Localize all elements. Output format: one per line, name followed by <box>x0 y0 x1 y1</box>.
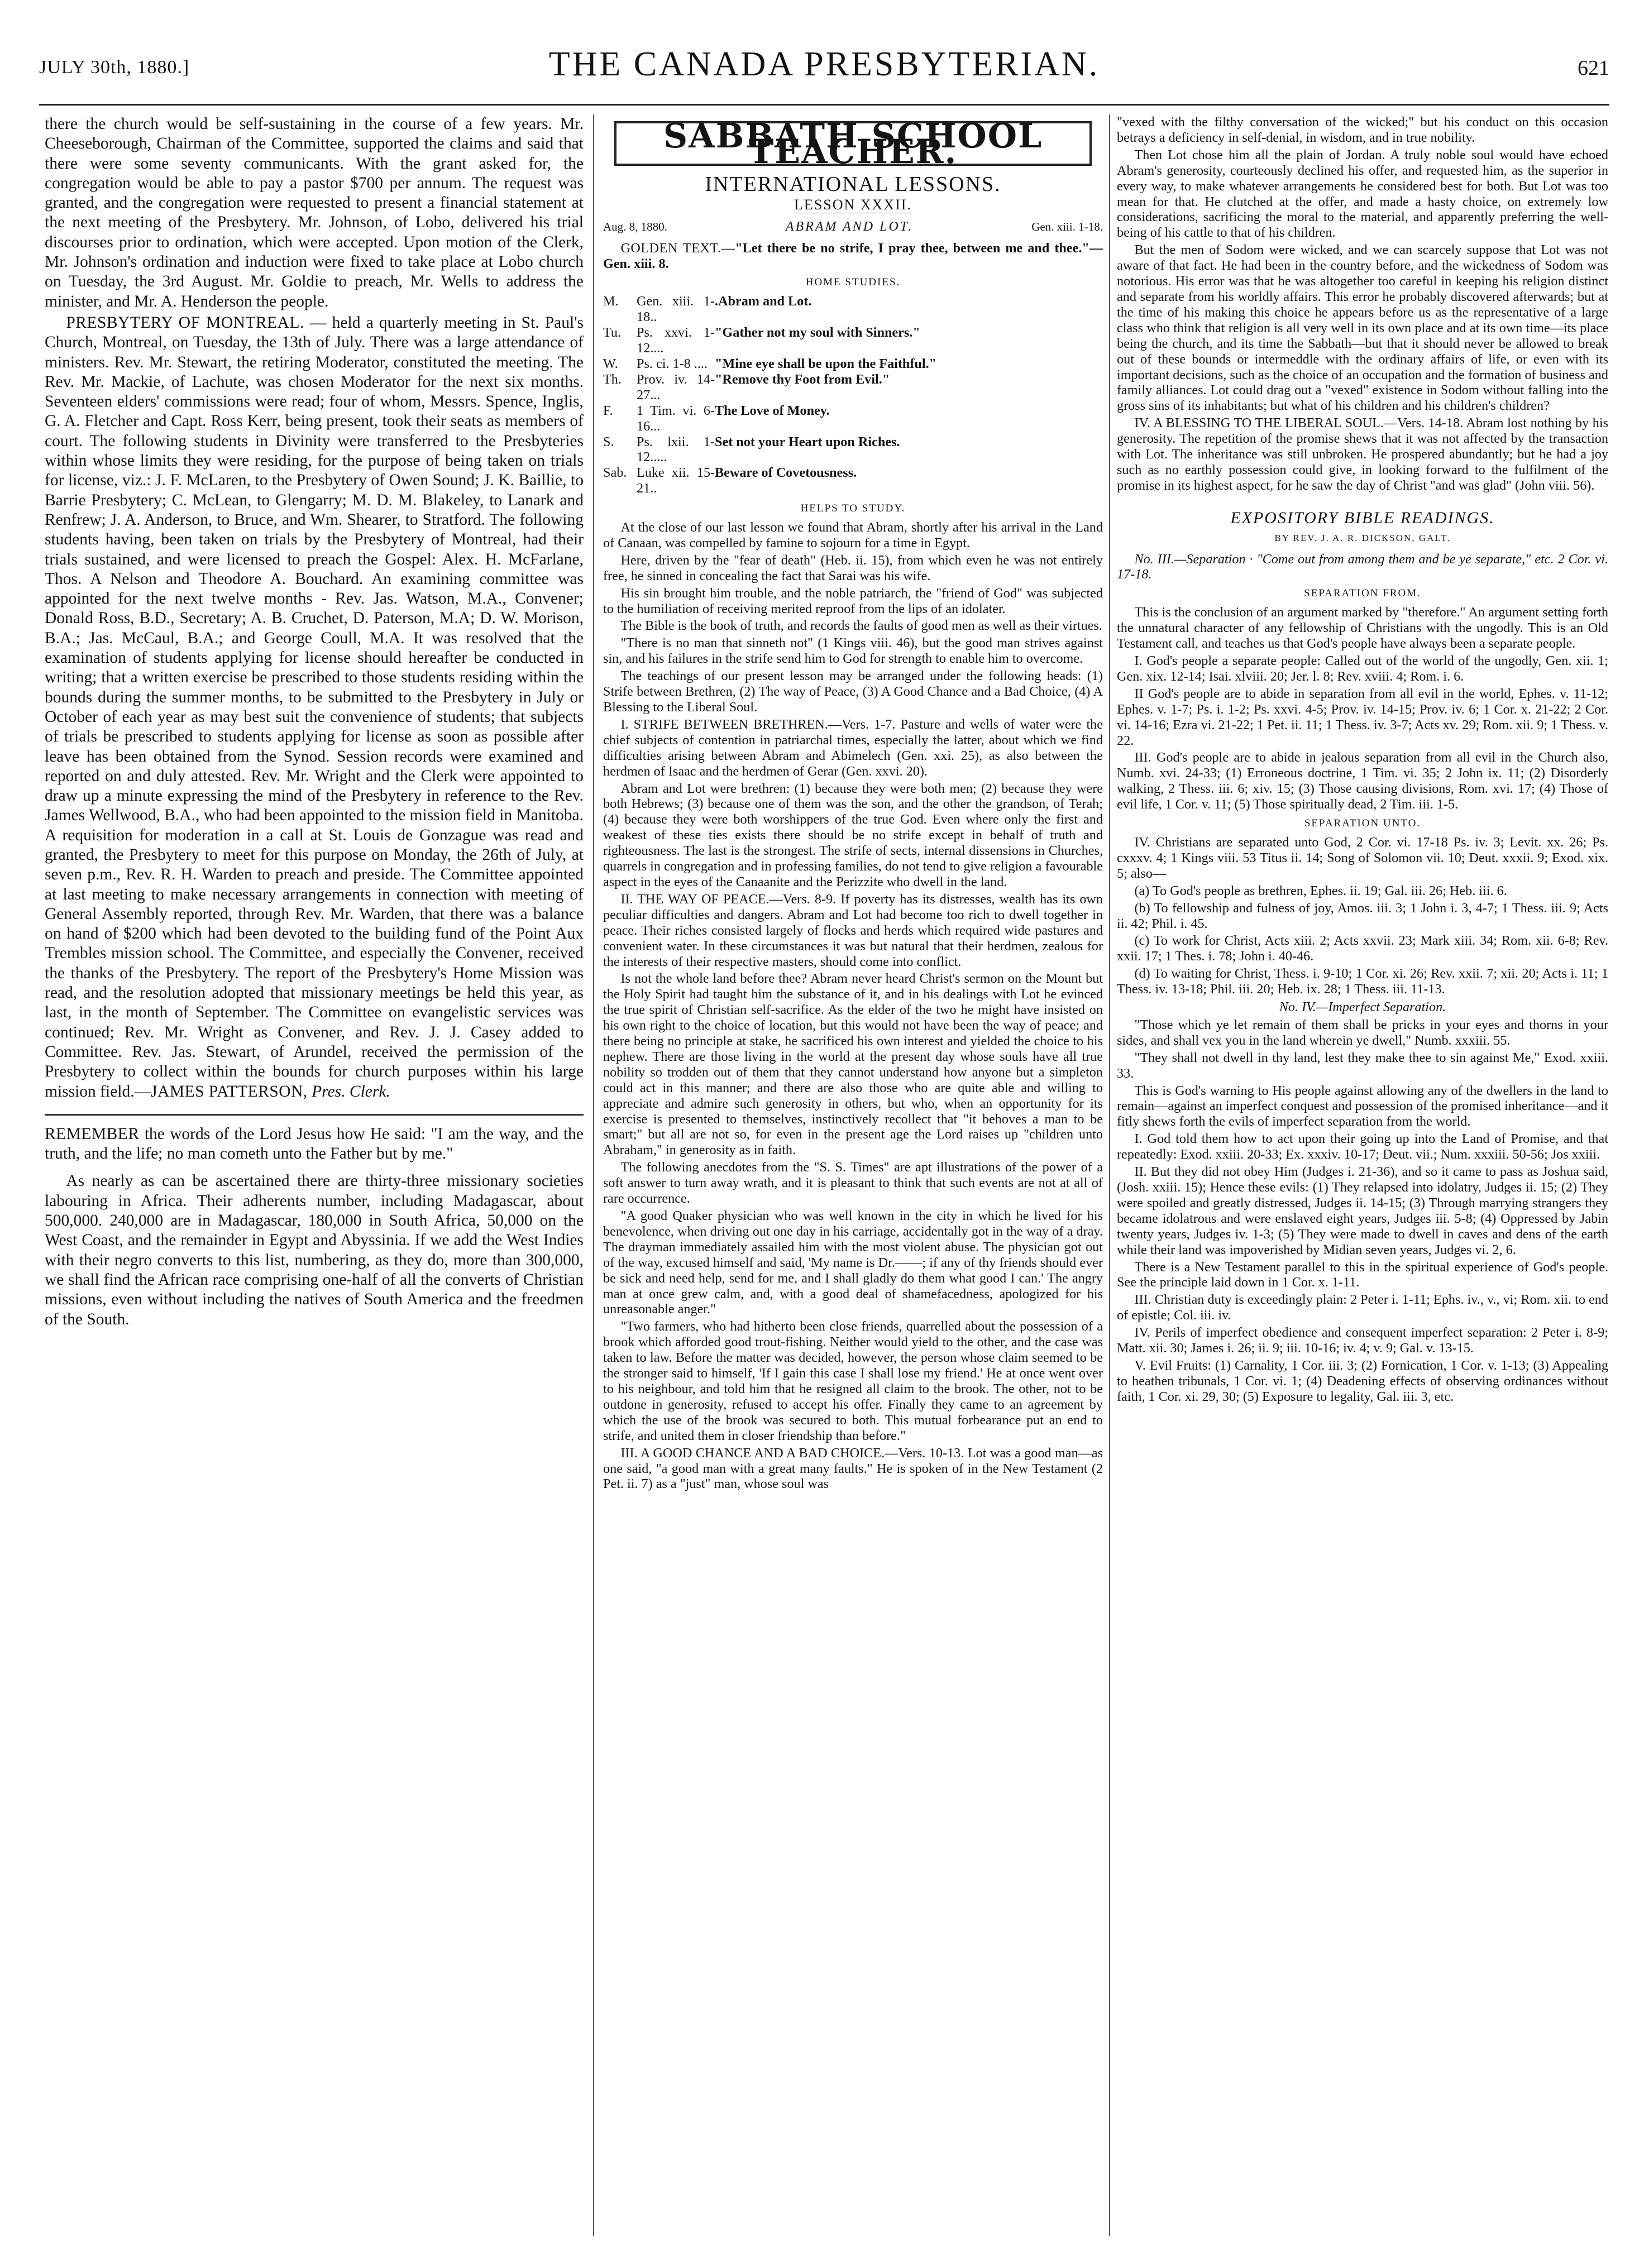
body-paragraph: V. Evil Fruits: (1) Carnality, 1 Cor. iii. 3; (2) Fornication, 1 Cor. v. 1-13; (3) Appealing to heathen tribunals, 1 Cor. vi. 1; (4) Deadening effects of observing ordinances without faith, 1 Cor. xi. 29, 30; (5) Exposure to legality, Gal. iii. 3, etc. <box>1117 1357 1608 1404</box>
page-number: 621 <box>1578 56 1609 80</box>
body-paragraph: (b) To fellowship and fulness of joy, Amos. iii. 3; 1 John i. 3, 4-7; 1 Thess. iii. 9; Acts ii. 42; Phil. i. 45. <box>1117 900 1608 931</box>
table-row: Th. Prov. iv. 14-27... "Remove thy Foot from Evil." <box>603 371 890 403</box>
table-row: W. Ps. ci. 1-8 .... "Mine eye shall be upon the Faithful." <box>603 356 937 371</box>
presbytery-montreal-report: PRESBYTERY OF MONTREAL. — held a quarterly meeting in St. Paul's Church, Montreal, on Tuesday, the 13th of July. There was a large attendance of ministers. Rev. Mr. Stewart, the retiring Moderator, constituted the meeting. The Rev. Mr. Mackie, of Lachute, was chosen Moderator for the next six months. Seventeen elders' commissions were read; four of whom, Messrs. Spence, Inglis, G. A. Fletcher and Capt. Ross Kerr, being present, took their seats as members of court. The following students in Divinity were transferred to the Presbyteries within whose limits they were residing, for the purpose of being taken on trials for license, viz.: J. F. McLaren, to the Presbytery of Owen Sound; J. K. Baillie, to Barrie Presbytery; C. McLean, to Glengarry; M. D. M. Blakeley, to Lanark and Renfrew; J. A. Anderson, to Bruce, and Wm. Shearer, to Stratford. The following students having, been taken on trials by the Presbytery of Montreal, had their trials sustained, and were licensed to preach the Gospel: Alex. H. McFarlane, Thos. A Nelson and Theodore A. Bouchard. An examining committee was appointed for the next twelve months - Rev. Jas. Watson, M.A., Convener; Donald Ross, B.D., Secretary; A. B. Cruchet, D. Paterson, M.A; D. W. Morison, B.A.; Jas. McCaul, B.A.; and George Coull, M.A. It was resolved that the examination of students applying for license should hereafter be conducted in writing; that a written exercise be prescribed to those students residing within the bounds during the summer months, to be submitted to the Presbytery in July or October of each year as may best suit the convenience of students; that subjects of trials be prescribed to students applying for license as soon as possible after leave has been obtained from the Synod. Session records were examined and reported on and duly attested. Rev. Mr. Wright and the Clerk were appointed to draw up a minute expressing the mind of the Presbytery in reference to the Rev. James Wellwood, B.A., who had been appointed to the mission field in Manitoba. A requisition for moderation in a call at St. Louis de Gonzague was read and granted, the Presbytery to meet for this purpose on Monday, the 26th of July, at seven p.m., Rev. R. H. Warden to preach and preside. The Committee appointed at last meeting to make necessary arrangements in connection with meeting of General Assembly reported, through Rev. Mr. Warden, that there was a balance on hand of $200 which had been devoted to the building fund of the Point Aux Trembles mission school. The Committee, and especially the Convener, received the thanks of the Presbytery. The report of the Presbytery's Home Mission was read, and the resolution adopted that missionary meetings be held this year, as last, in the month of September. The Committee on evangelistic services was continued; Rev. Mr. Wright as Convener, and Rev. J. J. Casey added to Committee. Rev. Jas. Stewart, of Arundel, received the permission of the Presbytery to collect within the bounds for church purposes within his large mission field.—JAMES PATTERSON, Pres. Clerk. <box>45 313 584 1100</box>
sabbath-school-banner: SABBATH SCHOOL TEACHER. <box>614 121 1092 166</box>
body-paragraph: I. God told them how to act upon their going up into the Land of Promise, and that repeatedly: Exod. xxiii. 20-33; Ex. xxxiv. 10-17; Deut. vii.; Num. xxxiii. 50-56; Jos xxiii. <box>1117 1131 1608 1162</box>
byline: BY REV. J. A. R. DICKSON, GALT. <box>1274 532 1451 543</box>
body-paragraph: IV. Christians are separated unto God, 2 Cor. vi. 17-18 Ps. iv. 3; Levit. xx. 26; Ps. cxxxv. 4; 1 Kings viii. 53 Titus ii. 14; Song of Solomon vii. 10; Deut. xxxii. 9; Exod. xix. 5; also— <box>1117 834 1608 881</box>
body-paragraph: "Two farmers, who had hitherto been close friends, quarrelled about the possession of a brook which afforded good trout-fishing. Neither would yield to the other, and the case was taken to law. Before the matter was decided, however, the person whose claim seemed to be the stronger said to himself, 'If I gain this case I shall lose my friend.' He at once went over to his neighbour, and told him that he resigned all claim to the brook. The other, not to be outdone in generosity, refused to accept his offer. Finally they came to an agreement by which the use of the brook was secured to both. This mutual forbearance put an end to strife, and united them in closer friendship than before." <box>603 1319 1103 1443</box>
presbytery-montreal-heading: PRESBYTERY OF MONTREAL. <box>66 313 304 332</box>
masthead <box>39 45 1609 89</box>
body-paragraph: (a) To God's people as brethren, Ephes. ii. 19; Gal. iii. 26; Heb. iii. 6. <box>1134 883 1507 898</box>
remember-lead: REMEMBER <box>45 1125 140 1143</box>
lesson-reference: Gen. xiii. 1-18. <box>1031 219 1103 233</box>
body-paragraph: III. God's people are to abide in jealous separation from all evil in the Church also, Numb. xvi. 24-33; (1) Erroneous doctrine, 1 Tim. vi. 35; 2 John ix. 11; (2) Disorderly walking, 2 Thess. iii. 6; xiv. 15; (3) Those causing divisions, Rom. xvi. 17; (4) Those of evil life, 1 Cor. v. 11; (5) Those spiritually dead, 2 Tim. iii. 1-5. <box>1117 750 1608 812</box>
body-paragraph: His sin brought him trouble, and the noble patriarch, the "friend of God" was subjected to the humiliation of receiving merited reproof from the lips of an idolater. <box>603 585 1103 616</box>
africa-missions-paragraph: As nearly as can be ascertained there are thirty-three missionary societies labouring in Africa. Their adherents number, including Madagascar, about 500,000. 240,000 are in Madagascar, 180,000 in South Africa, 50,000 on the West Coast, and the remainder in Egypt and Abyssinia. If we add the West Indies with their negro converts to this list, numbering, as they do, more than 300,000, we shall find the African race comprising one-half of all the converts of Christian missions, even without including the natives of South America and the freedmen of the South. <box>45 1172 584 1328</box>
body-paragraph: The teachings of our present lesson may be arranged under the following heads: (1) Strife between Brethren, (2) The way of Peace, (3) A Good Chance and a Bad Choice, (4) A Blessing to the Liberal Soul. <box>603 668 1103 715</box>
body-paragraph: I. STRIFE BETWEEN BRETHREN.—Vers. 1-7. Pasture and wells of water were the chief subjects of contention in patriarchal times, especially the latter, about which we find difficulties arising between Abram and Abimelech (Gen. xxi. 25), as also between the herdmen of Isaac and the herdmen of Gerar (Gen. xxvi. 20). <box>603 716 1103 779</box>
table-row: S. Ps. lxii. 1-12..... Set not your Heart upon Riches. <box>603 434 900 465</box>
international-lessons-heading: INTERNATIONAL LESSONS. <box>705 172 1001 196</box>
body-paragraph: The Bible is the book of truth, and records the faults of good men as well as their virtues. <box>620 618 1102 634</box>
body-paragraph: "There is no man that sinneth not" (1 Kings viii. 46), but the good man strives against sin, and his failures in the strife send him to God for strength to enable him to overcome. <box>603 635 1103 667</box>
reading-heading: No. III.—Separation · "Come out from among them and be ye separate," etc. 2 Cor. vi. 17-18. <box>1117 551 1608 582</box>
body-paragraph: Is not the whole land before thee? Abram never heard Christ's sermon on the Mount but the Holy Spirit had taught him the substance of it, and in his dealings with Lot he evinced the true spirit of Christian self-sacrifice. As the elder of the two he might have insisted on his own right to the choice of location, but this would not have been the way of peace; and there being no principle at stake, he sacrificed his own interest and yielded the choice to his nephew. There are those living in the world at the present day whose souls have all true nobility so trodden out of them that they cannot understand how anyone but a simpleton could act in this manner; and there are also those who are quite able and willing to appreciate and admire such generosity in others, but who, when an opportunity for its exercise is presented to themselves, instinctively recollect that "it behoves a man to be smart;" but all are not so, for even in the present age the Lord raises up "children unto Abraham," in generosity as in faith. <box>603 971 1103 1158</box>
body-paragraph: (c) To work for Christ, Acts xiii. 2; Acts xxvii. 23; Mark xiii. 34; Rom. xii. 6-8; Rev. xxii. 17; 1 Thes. i. 78; John i. 40-46. <box>1117 933 1608 964</box>
lesson-date: Aug. 8, 1880. <box>603 219 667 233</box>
lesson-title: ABRAM AND LOT. <box>785 219 914 234</box>
issue-date: JULY 30th, 1880.] <box>39 57 190 78</box>
body-paragraph: The following anecdotes from the "S. S. Times" are apt illustrations of the power of a soft answer to turn away wrath, and it is pleasant to think that such events are not at all of rare occurrence. <box>603 1160 1103 1207</box>
body-paragraph: Then Lot chose him all the plain of Jordan. A truly noble soul would have echoed Abram's generosity, courteously declined his offer, and requested him, as the superior in every way, to make whatever arrangements he considered best for both. But Lot was too mean for that. He clutched at the offer, and made a hasty choice, on extremely low considerations, sacrificing the moral to the material, and apparently preferring the well-being of his cattle to that of his children. <box>1117 147 1608 241</box>
column-right <box>1117 114 1608 2236</box>
body-paragraph: There is a New Testament parallel to this in the spiritual experience of God's people. See the principle laid down in 1 Cor. x. 1-11. <box>1117 1259 1608 1290</box>
home-studies-table <box>603 294 1103 496</box>
body-paragraph: II. But they did not obey Him (Judges i. 21-36), and so it came to pass as Joshua said, (Josh. xxiii. 15); Hence these evils: (1) They relapsed into idolatry, Judges ii. 15; (2) They were spoiled and greatly distressed, Judges ii. 14-15; (3) Through marrying strangers they became idolatrous and were enslaved eight years, Judges iii. 5-8; (4) Oppressed by Jabin twenty years, Judges iv. 1-3; (5) They were made to dwell in caves and dens of the earth while their land was impoverished by Midian seven years, Judges vi. 2, 6. <box>1117 1164 1608 1257</box>
column-left <box>45 114 584 2236</box>
helps-to-study-heading: HELPS TO STUDY. <box>800 503 906 515</box>
lesson-title-row <box>603 221 1103 233</box>
body-paragraph: (d) To waiting for Christ, Thess. i. 9-10; 1 Cor. xi. 26; Rev. xxii. 7; xii. 20; Acts i. 11; 1 Thess. iv. 13-18; Phil. iii. 20; Heb. ix. 28; 1 Thess. iii. 11-13. <box>1117 966 1608 997</box>
expository-readings-heading: EXPOSITORY BIBLE READINGS. <box>1230 508 1495 527</box>
golden-text: GOLDEN TEXT.—"Let there be no strife, I pray thee, between me and thee."—Gen. xiii. 8. <box>603 240 1103 271</box>
separation-unto-heading: SEPARATION UNTO. <box>1304 817 1421 830</box>
body-paragraph: I. God's people a separate people: Called out of the world of the ungodly, Gen. xii. 1; Gen. xix. 12-14; Isai. xlviii. 20; Jer. l. 8; Rev. xviii. 4; Rom. i. 6. <box>1117 653 1608 684</box>
table-row: M. Gen. xiii. 1-18.. .Abram and Lot. <box>603 294 812 325</box>
presbytery-london-tail: there the church would be self-sustaining in the course of a few years. Mr. Cheeseborough, Chairman of the Committee, supported the claims and said that there were some seventy communicants. With the grant asked for, the congregation would be able to pay a pastor $700 per annum. The request was granted, and the congregation were requested to present a financial statement at the next meeting of the Presbytery. Mr. Johnson, of Lobo, delivered his trial discourses prior to ordination, which were accepted. Upon motion of the Clerk, Mr. Johnson's ordination and induction were fixed to take place at Lobo church on Tuesday, the 3rd August. Mr. Goldie to preach, Mr. Wells to address the minister, and Mr. A. Henderson the people. <box>45 115 584 310</box>
body-paragraph: At the close of our last lesson we found that Abram, shortly after his arrival in the Land of Canaan, was compelled by famine to sojourn for a time in Egypt. <box>603 520 1103 551</box>
home-studies-heading: HOME STUDIES. <box>805 276 901 289</box>
body-paragraph: "vexed with the filthy conversation of the wicked;" but his conduct on this occasion betrays a deficiency in self-denial, in wisdom, and in true nobility. <box>1117 114 1608 145</box>
newspaper-title: THE CANADA PRESBYTERIAN. <box>548 45 1100 83</box>
column-rule <box>593 114 594 2236</box>
body-paragraph: "Those which ye let remain of them shall be pricks in your eyes and thorns in your sides, and shall vex you in the land wherein ye dwell," Numb. xxxiii. 55. <box>1117 1017 1608 1048</box>
body-paragraph: III. Christian duty is exceedingly plain: 2 Peter i. 1-11; Ephs. iv., v., vi; Rom. xii. to end of epistle; Col. iii. iv. <box>1117 1292 1608 1323</box>
body-paragraph: IV. Perils of imperfect obedience and consequent imperfect separation: 2 Peter i. 8-9; Matt. xii. 30; James i. 26; ii. 9; iii. 10-16; iv. 4; v. 9; Gal. v. 13-15. <box>1117 1325 1608 1356</box>
column-rule <box>1109 114 1110 2236</box>
body-paragraph: "A good Quaker physician who was well known in the city in which he lived for his benevolence, when driving out one day in his carriage, accidentally got in the way of a dray. The drayman immediately assailed him with the most violent abuse. The physician got out of the way, excused himself and said, 'My name is Dr.——; if any of thy friends should ever be sick and need help, send for me, and I shall gladly do them what good I can.' The angry man at once grew calm, and, with a good deal of shamefacedness, apologized for his unreasonable anger." <box>603 1208 1103 1317</box>
reading-heading: No. IV.—Imperfect Separation. <box>1279 999 1446 1015</box>
body-paragraph: II God's people are to abide in separation from all evil in the world, Ephes. v. 11-12; Ephes. v. 1-7; Ps. i. 1-2; Ps. xxvi. 4-5; Prov. iv. 14-15; Prov. iv. 6; 1 Cor. x. 21-22; 2 Cor. vi. 14-16; Ezra vi. 21-22; 1 Pet. ii. 11; 1 Thess. iv. 3-7; Acts xv. 29; Rom. xii. 9; 1 Thess. v. 22. <box>1117 686 1608 748</box>
table-row: F. 1 Tim. vi. 6-16... The Love of Money. <box>603 403 830 434</box>
body-paragraph: This is the conclusion of an argument marked by "therefore." An argument setting forth the unnatural character of any fellowship of Christians with the ungodly. This is an Old Testament call, and teaches us that God's people have always been a separate people. <box>1117 605 1608 652</box>
separation-from-heading: SEPARATION FROM. <box>1304 587 1421 600</box>
column-middle <box>603 114 1103 2236</box>
section-divider <box>45 1114 584 1116</box>
header-rule <box>39 104 1609 106</box>
table-row: Sab. Luke xii. 15-21.. Beware of Covetousness. <box>603 465 857 496</box>
body-paragraph: But the men of Sodom were wicked, and we can scarcely suppose that Lot was not aware of that fact. He had been in the country before, and the wickedness of Sodom was notorious. His error was that he was altogether too careful in keeping his religion distinct and separate from his worldly affairs. This error he probably discovered afterwards; but at the time of his making this choice he appears before us as the representative of a large class who think that religion is all very well in its own place and at its own time—its place being the church, and its time the Sabbath—but that it should never be allowed to break out of these bounds or intermeddle with the ordinary affairs of life, or even with its important decisions, such as the choice of an occupation and the formation of business and family alliances. Lot could drag out a "vexed" existence in Sodom without falling into the gross sins of its inhabitants; but what of his children and his children's children? <box>1117 242 1608 414</box>
body-paragraph: This is God's warning to His people against allowing any of the dwellers in the land to remain—against an imperfect conquest and possession of the promised inheritance—and it fitly shews forth the evils of imperfect separation from the world. <box>1117 1083 1608 1130</box>
signature-role: Pres. Clerk. <box>312 1082 390 1100</box>
body-paragraph: "They shall not dwell in thy land, lest they make thee to sin against Me," Exod. xxiii. 33. <box>1117 1050 1608 1081</box>
body-paragraph: Here, driven by the "fear of death" (Heb. ii. 15), from which even he was not entirely free, he sinned in concealing the fact that Sarai was his wife. <box>603 552 1103 583</box>
table-row: Tu. Ps. xxvi. 1-12.... "Gather not my soul with Sinners." <box>603 325 920 356</box>
body-paragraph: Abram and Lot were brethren: (1) because they were both men; (2) because they were both Hebrews; (3) because one of them was the son, and the other the grandson, of Terah; (4) because they were both worshippers of the true God. Even where only the first and weakest of these ties exists there should be no strife except in behalf of truth and righteousness. The last is the strongest. The strife of sects, internal dissensions in Churches, quarrels in congregation and in professing families, do not tend to give religion a favourable aspect in the eyes of the Canaanite and the Perizzite who dwell in the land. <box>603 781 1103 889</box>
signature-name: JAMES PATTERSON, <box>151 1082 308 1100</box>
body-paragraph: IV. A BLESSING TO THE LIBERAL SOUL.—Vers. 14-18. Abram lost nothing by his generosity. The repetition of the promise shews that it was not affected by the transaction with Lot. The inheritance was still unbroken. He prospered abundantly; but he had a joy such as no earthly possession could give, in looking forward to the fulfilment of the promise in its highest aspect, for he saw the day of Christ "and was glad" (John viii. 56). <box>1117 415 1608 493</box>
body-paragraph: II. THE WAY OF PEACE.—Vers. 8-9. If poverty has its distresses, wealth has its own peculiar difficulties and dangers. Abram and Lot had become too rich to dwell together in peace. Their riches consisted largely of flocks and herds which required wide pastures and convenient water. In these circumstances it was but natural that their herdmen, zealous for the interests of their respective masters, should come into conflict. <box>603 891 1103 969</box>
remember-paragraph: REMEMBER the words of the Lord Jesus how He said: "I am the way, and the truth, and the life; no man cometh unto the Father but by me." <box>45 1125 584 1163</box>
lesson-number: LESSON XXXII. <box>794 196 912 213</box>
body-paragraph: III. A GOOD CHANCE AND A BAD CHOICE.—Vers. 10-13. Lot was a good man—as one said, "a good man with a great many faults." He is spoken of in the New Testament (2 Pet. ii. 7) as a "just" man, whose soul was <box>603 1445 1103 1492</box>
